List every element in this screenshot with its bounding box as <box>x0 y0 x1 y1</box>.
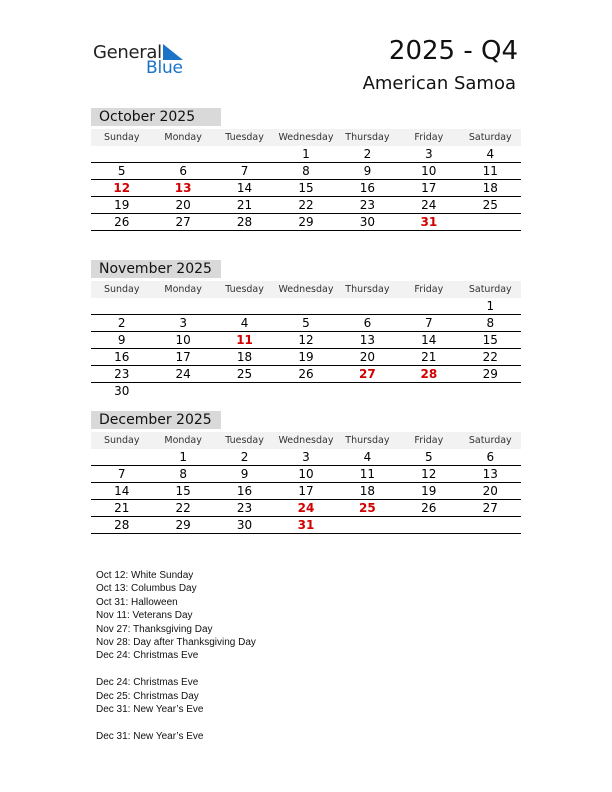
day-cell: 31 <box>275 517 336 534</box>
day-cell: 4 <box>337 449 398 466</box>
weekday-header: Thursday <box>337 129 398 146</box>
day-cell: 15 <box>460 332 521 349</box>
day-cell: 15 <box>152 483 213 500</box>
day-cell: 2 <box>214 449 275 466</box>
day-cell: 17 <box>398 180 459 197</box>
holiday-note: Dec 24: Christmas Eve <box>96 677 199 689</box>
day-cell: 1 <box>152 449 213 466</box>
holiday-note: Dec 24: Christmas Eve <box>96 650 199 662</box>
notes-gap <box>96 663 256 676</box>
day-cell: 19 <box>91 197 152 214</box>
weekday-header: Sunday <box>91 432 152 449</box>
day-cell <box>337 383 398 400</box>
day-cell <box>214 298 275 315</box>
week-row <box>91 483 521 500</box>
day-cell: 28 <box>398 366 459 383</box>
weekday-header: Friday <box>398 129 459 146</box>
day-cell: 21 <box>214 197 275 214</box>
day-cell: 31 <box>398 214 459 231</box>
day-cell: 4 <box>460 146 521 163</box>
holiday-note: Oct 13: Columbus Day <box>96 583 197 595</box>
holiday-note: Dec 31: New Year’s Eve <box>96 730 204 742</box>
logo-general-text: General <box>93 42 162 63</box>
day-cell: 7 <box>214 163 275 180</box>
day-cell: 4 <box>214 315 275 332</box>
day-cell: 6 <box>152 163 213 180</box>
day-cell <box>398 517 459 534</box>
month-label: December 2025 <box>91 411 221 429</box>
week-row <box>91 366 521 383</box>
weekday-header: Sunday <box>91 281 152 298</box>
weekday-header: Wednesday <box>275 432 336 449</box>
day-cell <box>398 383 459 400</box>
week-row <box>91 349 521 366</box>
weekday-header: Sunday <box>91 129 152 146</box>
weekday-header: Monday <box>152 129 213 146</box>
weekday-header: Tuesday <box>214 432 275 449</box>
month-october <box>91 108 521 231</box>
day-cell <box>91 146 152 163</box>
day-cell: 30 <box>114 384 130 398</box>
day-cell <box>275 383 336 400</box>
day-cell: 26 <box>275 366 336 383</box>
day-cell: 12 <box>91 180 152 197</box>
day-cell: 18 <box>214 349 275 366</box>
calendar-grid <box>91 129 521 231</box>
day-cell: 7 <box>91 466 152 483</box>
week-row <box>91 332 521 349</box>
day-cell <box>398 298 459 315</box>
day-cell: 24 <box>152 366 213 383</box>
day-cell <box>91 298 152 315</box>
holiday-note: Nov 28: Day after Thanksgiving Day <box>96 636 256 648</box>
weekday-header: Saturday <box>460 432 521 449</box>
week-row <box>91 315 521 332</box>
day-cell <box>460 214 521 231</box>
day-cell: 17 <box>275 483 336 500</box>
day-cell: 24 <box>398 197 459 214</box>
page-title: 2025 - Q4 <box>388 36 518 66</box>
day-cell: 8 <box>460 315 521 332</box>
day-cell: 13 <box>337 332 398 349</box>
day-cell: 22 <box>152 500 213 517</box>
day-cell: 25 <box>337 500 398 517</box>
week-row <box>91 298 521 315</box>
day-cell: 3 <box>398 146 459 163</box>
day-cell: 29 <box>460 366 521 383</box>
week-row <box>91 466 521 483</box>
week-row <box>91 500 521 517</box>
day-cell: 29 <box>275 214 336 231</box>
day-cell: 27 <box>337 366 398 383</box>
weekday-header: Friday <box>398 281 459 298</box>
day-cell: 13 <box>460 466 521 483</box>
weekday-header-row <box>91 432 521 449</box>
holiday-note: Dec 31: New Year’s Eve <box>96 703 204 715</box>
week-row <box>91 214 521 231</box>
holiday-note: Nov 27: Thanksgiving Day <box>96 623 213 635</box>
day-cell <box>214 383 275 400</box>
day-cell: 28 <box>214 214 275 231</box>
month-november <box>91 260 521 399</box>
day-cell: 24 <box>275 500 336 517</box>
day-cell: 8 <box>152 466 213 483</box>
holiday-note: Nov 11: Veterans Day <box>96 610 193 622</box>
day-cell: 2 <box>91 315 152 332</box>
day-cell <box>152 146 213 163</box>
logo-blue-text: Blue <box>146 58 183 78</box>
day-cell: 9 <box>91 332 152 349</box>
day-cell: 8 <box>275 163 336 180</box>
day-cell: 1 <box>460 298 521 315</box>
week-row <box>91 163 521 180</box>
weekday-header: Monday <box>152 281 213 298</box>
month-label: November 2025 <box>91 260 221 278</box>
day-cell: 16 <box>91 349 152 366</box>
holiday-note: Dec 25: Christmas Day <box>96 690 199 702</box>
day-cell: 29 <box>152 517 213 534</box>
weekday-header: Thursday <box>337 432 398 449</box>
day-cell: 2 <box>337 146 398 163</box>
day-cell: 1 <box>275 146 336 163</box>
day-cell: 19 <box>275 349 336 366</box>
day-cell: 9 <box>214 466 275 483</box>
holiday-note: Oct 12: White Sunday <box>96 570 194 581</box>
day-cell: 27 <box>152 214 213 231</box>
day-cell: 12 <box>398 466 459 483</box>
weekday-header-row <box>91 129 521 146</box>
weekday-header: Friday <box>398 432 459 449</box>
day-cell <box>460 383 521 400</box>
day-cell: 5 <box>398 449 459 466</box>
day-cell: 21 <box>398 349 459 366</box>
weekday-header: Saturday <box>460 281 521 298</box>
day-cell: 25 <box>214 366 275 383</box>
day-cell: 11 <box>214 332 275 349</box>
day-cell: 26 <box>398 500 459 517</box>
day-cell: 25 <box>460 197 521 214</box>
day-cell <box>152 383 213 400</box>
day-cell: 9 <box>337 163 398 180</box>
holiday-notes <box>96 569 256 743</box>
month-label: October 2025 <box>91 108 221 126</box>
day-cell: 15 <box>275 180 336 197</box>
day-cell <box>91 449 152 466</box>
day-cell: 6 <box>460 449 521 466</box>
day-cell: 3 <box>152 315 213 332</box>
day-cell: 14 <box>214 180 275 197</box>
day-cell <box>460 517 521 534</box>
day-cell: 30 <box>214 517 275 534</box>
day-cell: 20 <box>337 349 398 366</box>
day-cell: 10 <box>275 466 336 483</box>
weekday-header-row <box>91 281 521 298</box>
day-cell: 18 <box>337 483 398 500</box>
day-cell: 6 <box>337 315 398 332</box>
day-cell: 23 <box>337 197 398 214</box>
day-cell <box>275 298 336 315</box>
day-cell: 17 <box>152 349 213 366</box>
day-cell: 30 <box>337 214 398 231</box>
weekday-header: Saturday <box>460 129 521 146</box>
month-december <box>91 411 521 534</box>
week-row <box>91 180 521 197</box>
day-cell: 3 <box>275 449 336 466</box>
day-cell <box>152 298 213 315</box>
holiday-note: Oct 31: Halloween <box>96 596 178 608</box>
day-cell: 21 <box>91 500 152 517</box>
day-cell: 10 <box>398 163 459 180</box>
day-cell: 23 <box>91 366 152 383</box>
day-cell: 22 <box>460 349 521 366</box>
day-cell: 20 <box>460 483 521 500</box>
week-row <box>91 449 521 466</box>
weekday-header: Tuesday <box>214 281 275 298</box>
day-cell <box>337 517 398 534</box>
day-cell: 12 <box>275 332 336 349</box>
day-cell: 16 <box>214 483 275 500</box>
week-row <box>91 197 521 214</box>
day-cell: 16 <box>337 180 398 197</box>
day-cell: 18 <box>460 180 521 197</box>
day-cell: 22 <box>275 197 336 214</box>
day-cell: 14 <box>91 483 152 500</box>
weekday-header: Tuesday <box>214 129 275 146</box>
week-row <box>91 517 521 534</box>
day-cell: 7 <box>398 315 459 332</box>
day-cell: 20 <box>152 197 213 214</box>
weekday-header: Wednesday <box>275 281 336 298</box>
day-cell: 5 <box>275 315 336 332</box>
day-cell: 14 <box>398 332 459 349</box>
day-cell: 11 <box>460 163 521 180</box>
calendar-grid <box>91 281 521 399</box>
day-cell: 10 <box>152 332 213 349</box>
day-cell: 27 <box>460 500 521 517</box>
weekday-header: Thursday <box>337 281 398 298</box>
week-row <box>91 383 521 400</box>
day-cell: 13 <box>152 180 213 197</box>
day-cell: 23 <box>214 500 275 517</box>
day-cell: 19 <box>398 483 459 500</box>
day-cell: 11 <box>337 466 398 483</box>
day-cell: 28 <box>91 517 152 534</box>
week-row <box>91 146 521 163</box>
logo <box>93 40 193 80</box>
page-subtitle: American Samoa <box>362 73 516 94</box>
notes-gap <box>96 716 256 729</box>
weekday-header: Monday <box>152 432 213 449</box>
day-cell: 5 <box>91 163 152 180</box>
day-cell <box>214 146 275 163</box>
calendar-grid <box>91 432 521 534</box>
day-cell <box>337 298 398 315</box>
day-cell: 26 <box>91 214 152 231</box>
weekday-header: Wednesday <box>275 129 336 146</box>
